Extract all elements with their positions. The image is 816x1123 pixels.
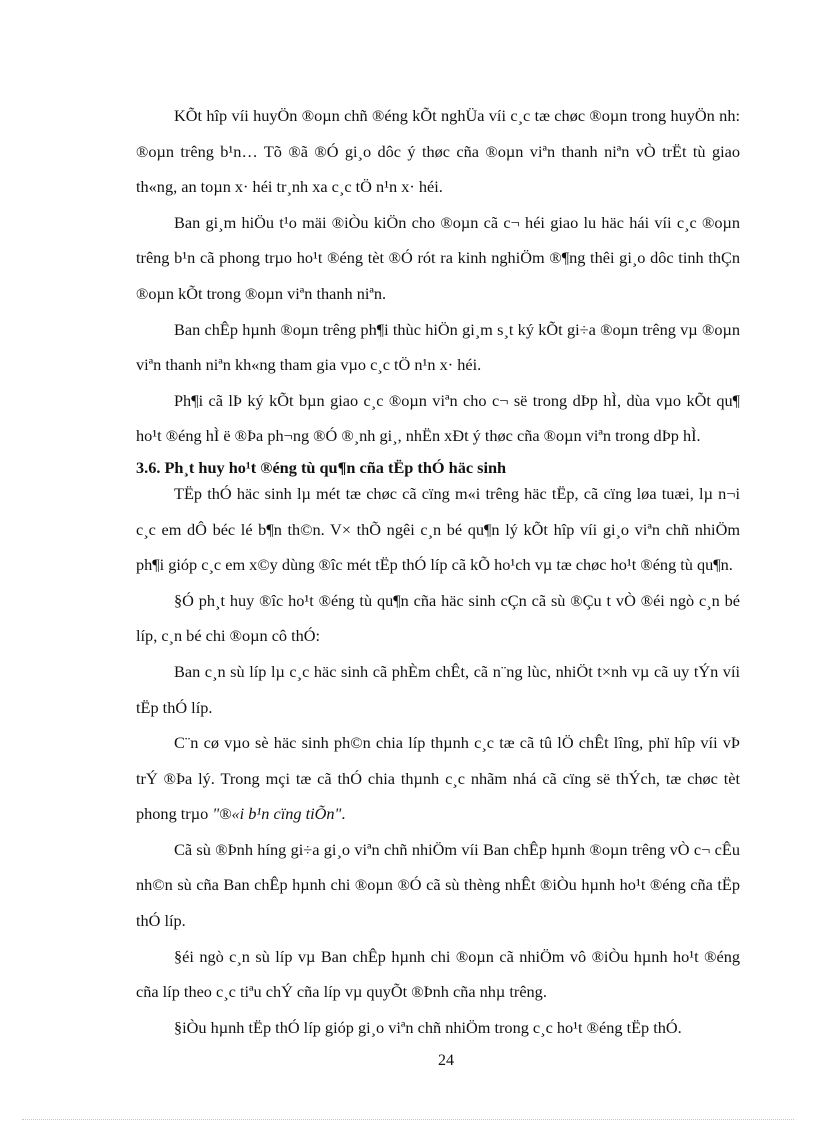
document-body: [136, 98, 740, 1045]
paragraph-4: Ph¶i cã lÞ ký kÕt bµn giao c¸c ®oµn viªn cho c¬ së trong dÞp hÌ, dùa vµo kÕt qu¶ ho¹t ®éng hÌ ë ®Þa ph¬ng ®Ó ®¸nh gi¸, nhËn xÐt ý thøc cña ®oµn viªn trong dÞp hÌ.: [136, 390, 740, 446]
paragraph-10: §éi ngò c¸n sù líp vµ Ban chÊp hµnh chi ®oµn cã nhiÖm vô ®iÒu hµnh ho¹t ®éng cña líp theo c¸c tiªu chÝ cña líp vµ quyÕt ®Þnh cña nhµ trêng.: [136, 946, 740, 1002]
paragraph-8-end: .: [341, 804, 346, 824]
paragraph-7: Ban c¸n sù líp lµ c¸c häc sinh cã phÈm chÊt, cã n¨ng lùc, nhiÖt t×nh vµ cã uy tÝn víi tËp thÓ líp.: [136, 661, 740, 717]
paragraph-9: Cã sù ®Þnh híng gi÷a gi¸o viªn chñ nhiÖm víi Ban chÊp hµnh ®oµn trêng vÒ c¬ cÊu nh©n sù cña Ban chÊp hµnh chi ®oµn ®Ó cã sù thèng nhÊt ®iÒu hµnh ho¹t ®éng cña tËp thÓ líp.: [136, 839, 740, 931]
paragraph-8: [136, 725, 740, 832]
paragraph-6: §Ó ph¸t huy ®îc ho¹t ®éng tù qu¶n cña häc sinh cÇn cã sù ®Çu t vÒ ®éi ngò c¸n bé líp, c¸n bé chi ®oµn cô thÓ:: [136, 590, 740, 646]
paragraph-1: KÕt hîp víi huyÖn ®oµn chñ ®éng kÕt nghÜa víi c¸c tæ chøc ®oµn trong huyÖn nh: ®oµn trêng b¹n… Tõ ®ã ®Ó gi¸o dôc ý thøc cña ®oµn viªn thanh niªn vÒ trËt tù giao th«ng, an toµn x· héi tr¸nh xa c¸c tÖ n¹n x· héi.: [136, 106, 740, 197]
page-number: 24: [438, 1052, 454, 1069]
paragraph-8-quote: "®«i b¹n cïng tiÕn": [212, 804, 342, 824]
paragraph-8-text: C¨n cø vµo sè häc sinh ph©n chia líp thµnh c¸c tæ cã tû lÖ chÊt lîng, phï hîp víi vÞ trÝ ®Þa lý. Trong mçi tæ cã thÓ chia thµnh c¸c nhãm nhá cã cïng së thÝch, tæ chøc tèt phong trµo: [136, 733, 740, 824]
footer-divider: [22, 1119, 794, 1120]
section-heading: 3.6. Ph¸t huy ho¹t ®éng tù qu¶n cña tËp thÓ häc sinh: [136, 457, 507, 477]
paragraph-3: Ban chÊp hµnh ®oµn trêng ph¶i thùc hiÖn gi¸m s¸t ký kÕt gi÷a ®oµn trêng vµ ®oµn viªn thanh niªn kh«ng tham gia vµo c¸c tÖ n¹n x· héi.: [136, 319, 740, 375]
paragraph-11: §iÒu hµnh tËp thÓ líp gióp gi¸o viªn chñ nhiÖm trong c¸c ho¹t ®éng tËp thÓ.: [174, 1017, 682, 1037]
paragraph-2: Ban gi¸m hiÖu t¹o mäi ®iÒu kiÖn cho ®oµn cã c¬ héi giao lu häc hái víi c¸c ®oµn trêng b¹n cã phong trµo ho¹t ®éng tèt ®Ó rót ra kinh nghiÖm ®¶ng thêi gi¸o dôc tinh thÇn ®oµn kÕt trong ®oµn viªn thanh niªn.: [136, 212, 740, 303]
paragraph-5: TËp thÓ häc sinh lµ mét tæ chøc cã cïng m«i trêng häc tËp, cã cïng løa tuæi, lµ n¬i c¸c em dÔ béc lé b¶n th©n. V× thÕ ngêi c¸n bé qu¶n lý kÕt hîp víi gi¸o viªn chñ nhiÖm ph¶i gióp c¸c em x©y dùng ®îc mét tËp thÓ líp cã kÕ ho¹ch vµ tæ chøc ho¹t ®éng tù qu¶n.: [136, 483, 740, 575]
